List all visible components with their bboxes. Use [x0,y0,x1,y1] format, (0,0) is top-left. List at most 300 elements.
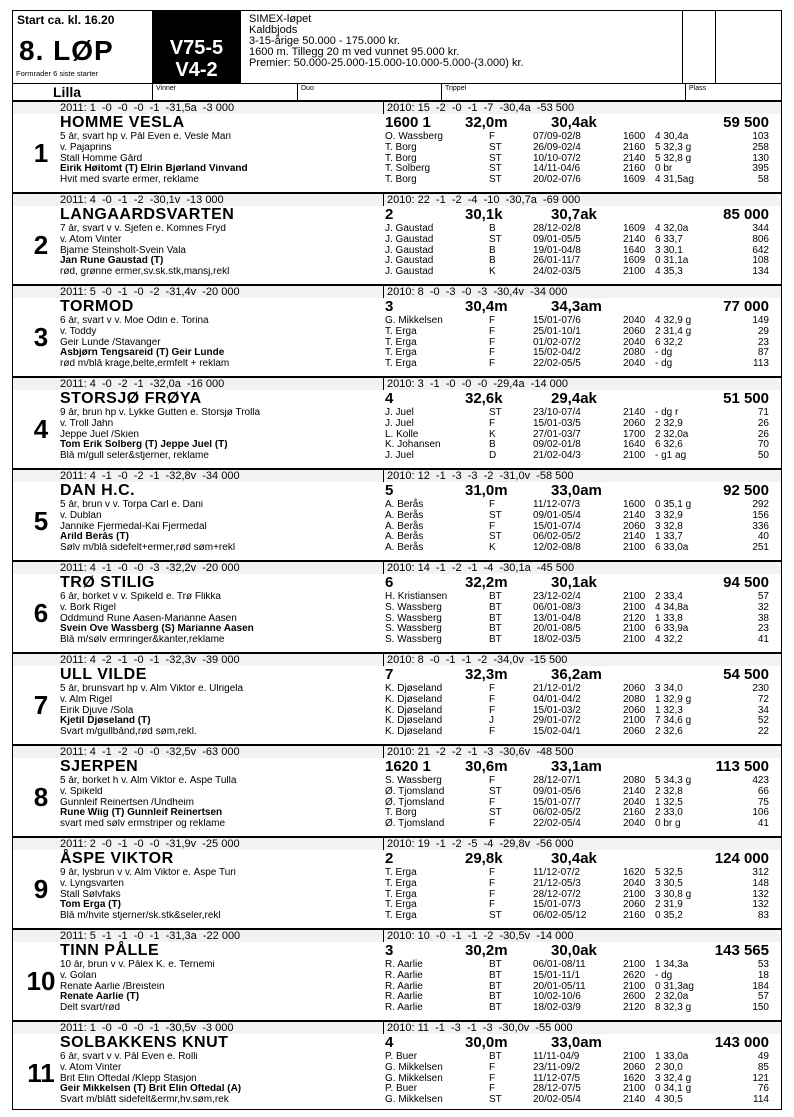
start-odds: 156 [752,509,769,521]
start-driver: A. Berås [385,509,424,521]
start-row [385,267,781,278]
start-driver: J. Gaustad [385,233,434,245]
start-driver: S. Wassberg [385,601,442,613]
horse-details [60,408,380,462]
start-distance: 1609 [623,174,646,186]
distance-post: 7 [385,666,394,683]
divider [383,930,384,942]
record-2010: 2010: 10 -0 -1 -1 -2 -30,5v -14 000 [387,930,574,942]
detail-line: Kjetil Djøseland (T) [60,716,151,727]
start-odds: 29 [757,325,769,337]
start-track: ST [489,233,502,245]
record-2010: 2010: 8 -0 -1 -1 -2 -34,0v -15 500 [387,654,568,666]
start-result-time: 3 30,8 g [655,888,692,900]
start-row [385,603,781,614]
start-row [385,316,781,327]
start-row [385,819,781,830]
start-date-race: 11/12-07/5 [533,1072,581,1084]
record-line [13,562,781,574]
start-row [385,511,781,522]
start-row [385,175,781,186]
start-driver: S. Wassberg [385,634,442,646]
start-track: J [489,715,494,727]
record-line [13,1022,781,1034]
start-distance: 1620 [623,1072,646,1084]
start-distance: 1640 [623,439,646,451]
horse-details [60,1052,380,1106]
start-odds: 134 [752,266,769,278]
start-odds: 336 [752,520,769,532]
race-info [241,11,683,83]
start-track: F [489,867,496,878]
game-type-primary: V75-5 [169,37,224,59]
start-distance: 2100 [623,980,646,992]
start-driver: T. Erga [385,888,417,900]
start-number: 2 [33,230,49,260]
start-row [385,727,781,738]
horse-entry [13,468,781,560]
start-distance: 2100 [623,1051,646,1062]
horse-name: TORMOD [60,298,134,315]
horse-name: ULL VILDE [60,666,147,683]
start-date-race: 26/01-11/7 [533,255,581,267]
start-driver: T. Erga [385,867,417,878]
best-time-long: 36,2am [551,666,602,683]
divider [383,1022,384,1034]
start-odds: 149 [752,315,769,326]
start-row [385,132,781,143]
detail-line: v. Atom Vinter [60,1062,122,1073]
start-distance: 2040 [623,818,646,830]
detail-line: Blå m/hvite stjerner/sk.stk&seler,rekl [60,911,221,922]
recent-starts [385,960,781,1014]
start-odds: 26 [757,417,769,429]
start-driver: A. Berås [385,520,424,532]
start-odds: 251 [752,542,769,554]
horse-details [60,316,380,370]
best-time-long: 30,7ak [551,206,597,223]
start-date-race: 28/12-02/8 [533,223,581,234]
start-result-time: 2 32,0a [655,991,689,1003]
start-driver: T. Erga [385,325,417,337]
record-2010: 2010: 3 -1 -0 -0 -0 -29,4a -14 000 [387,378,568,390]
start-row [385,327,781,338]
start-distance: 1620 [623,867,646,878]
distance-post: 1600 1 [385,114,431,131]
start-row [385,684,781,695]
start-date-race: 19/01-04/8 [533,244,581,256]
start-odds: 22 [757,726,769,738]
start-result-time: 6 33,9a [655,623,689,635]
start-date-race: 15/01-11/1 [533,969,581,981]
start-driver: Ø. Tjomsland [385,818,445,830]
detail-line: Oddmund Rune Aasen-Marianne Aasen [60,613,237,624]
start-driver: K. Johansen [385,439,441,451]
start-odds: 23 [757,623,769,635]
start-row [385,1084,781,1095]
start-track: F [489,520,496,532]
start-driver: T. Solberg [385,163,431,175]
start-row [385,960,781,971]
start-distance: 2080 [623,693,646,705]
horse-name: SJERPEN [60,758,139,775]
start-driver: T. Erga [385,899,417,911]
start-track: F [489,726,496,738]
start-odds: 40 [757,531,769,543]
start-date-race: 15/01-07/6 [533,315,581,326]
form-note: Formrader 6 siste starter [16,69,99,78]
start-row [385,592,781,603]
start-driver: P. Buer [385,1051,418,1062]
distance-post: 4 [385,390,394,407]
start-result-time: 7 34,6 g [655,715,692,727]
total-earnings: 124 000 [714,850,769,867]
start-row [385,532,781,543]
detail-line: rød m/blå krage,belte,ermfelt + reklam [60,359,230,370]
distance-post: 3 [385,298,394,315]
start-date-race: 21/12-01/2 [533,683,581,694]
start-date-race: 13/01-04/8 [533,612,581,624]
start-distance: 2100 [623,959,646,970]
start-date-race: 24/02-03/5 [533,266,581,278]
race-prizes: Premier: 50.000-25.000-15.000-10.000-5.000-(3.000) kr. [249,57,524,69]
start-odds: 34 [757,704,769,716]
best-time-short: 30,0m [465,1034,508,1051]
start-date-race: 21/12-05/3 [533,877,581,889]
start-distance: 1700 [623,428,646,440]
start-row [385,1052,781,1063]
start-row [385,787,781,798]
detail-line: Stall Homme Gård [60,153,143,164]
start-track: F [489,693,496,705]
start-result-time: 0 31,3ag [655,980,694,992]
start-result-time: 4 35,3 [655,266,683,278]
game-type-secondary: V4-2 [175,59,218,81]
start-result-time: 6 33,7 [655,233,683,245]
record-2011: 2011: 5 -0 -1 -0 -2 -31,4v -20 000 [60,286,240,298]
best-time-short: 32,2m [465,574,508,591]
start-driver: Ø. Tjomsland [385,785,445,797]
start-odds: 108 [752,255,769,267]
start-track: F [489,888,496,900]
best-time-long: 30,0ak [551,942,597,959]
start-result-time: 0 35,1 g [655,499,692,510]
start-track: BT [489,959,502,970]
record-2011: 2011: 4 -1 -2 -0 -0 -32,5v -63 000 [60,746,240,758]
recent-starts [385,408,781,462]
start-driver: R. Aarlie [385,1002,423,1014]
start-distance: 1609 [623,255,646,267]
start-date-race: 06/02-05/12 [533,910,587,922]
column-plass: Plass [685,84,781,100]
record-line [13,930,781,942]
start-driver: A. Berås [385,499,424,510]
start-distance: 2100 [623,1083,646,1095]
recent-starts [385,684,781,738]
best-time-short: 31,0m [465,482,508,499]
start-distance: 2080 [623,775,646,786]
record-2011: 2011: 1 -0 -0 -0 -1 -30,5v -3 000 [60,1022,234,1034]
best-time-long: 33,0am [551,1034,602,1051]
start-odds: 150 [752,1002,769,1014]
detail-line: v. Troll Jahn [60,418,114,429]
start-result-time: 0 35,2 [655,910,683,922]
start-row [385,879,781,890]
start-driver: T. Erga [385,358,417,370]
detail-line: v. Spikeld [60,786,103,797]
start-row [385,992,781,1003]
start-odds: 18 [757,969,769,981]
start-distance: 2060 [623,726,646,738]
start-distance: 2140 [623,531,646,543]
recent-starts [385,592,781,646]
start-track: D [489,450,497,462]
horse-name: TINN PÅLLE [60,942,160,959]
start-result-time: 2 32,8 [655,785,683,797]
start-row [385,408,781,419]
start-driver: J. Juel [385,450,414,462]
start-odds: 85 [757,1061,769,1073]
start-result-time: 1 34,3a [655,959,689,970]
start-track: K [489,542,496,554]
best-time-short: 32,0m [465,114,508,131]
detail-line: 9 år, lysbrun v v. Alm Viktor e. Åspe Turi [60,868,236,878]
record-2011: 2011: 5 -1 -1 -0 -1 -31,3a -22 000 [60,930,241,942]
start-result-time: 2 31,9 [655,899,683,911]
start-row [385,1074,781,1085]
detail-line: Brit Elin Oftedal /Klepp Stasjon [60,1073,197,1084]
detail-line: Åsbjørn Tengsareid (T) Geir Lunde [60,348,225,359]
start-track: F [489,499,496,510]
horse-name: STORSJØ FRØYA [60,390,202,407]
start-driver: G. Mikkelsen [385,1072,443,1084]
detail-line: v. Bork Rigel [60,602,116,613]
start-date-race: 21/02-04/3 [533,450,581,462]
start-odds: 41 [757,818,769,830]
record-2010: 2010: 19 -1 -2 -5 -4 -29,8v -56 000 [387,838,574,850]
start-date-race: 28/12-07/5 [533,1083,581,1095]
start-date-race: 20/02-05/4 [533,1094,581,1106]
start-track: F [489,1061,496,1073]
start-distance: 2140 [623,509,646,521]
detail-line: 5 år, borket h v. Alm Viktor e. Åspe Tulla [60,776,237,786]
start-driver: R. Aarlie [385,980,423,992]
horse-details [60,960,380,1014]
start-row [385,614,781,625]
start-row [385,338,781,349]
total-earnings: 54 500 [723,666,769,683]
best-time-short: 29,8k [465,850,503,867]
start-distance: 2100 [623,266,646,278]
start-track: B [489,255,496,267]
start-distance: 2120 [623,612,646,624]
start-track: BT [489,612,502,624]
start-number: 7 [33,690,49,720]
horse-entry [13,284,781,376]
start-result-time: 5 34,3 g [655,775,692,786]
start-driver: T. Borg [385,174,417,186]
start-result-time: 4 30,5 [655,1094,683,1106]
best-time-short: 32,6k [465,390,503,407]
start-row [385,430,781,441]
start-result-time: 6 32,2 [655,336,683,348]
start-date-race: 18/02-03/5 [533,634,581,646]
start-odds: 50 [757,450,769,462]
horse-entry [13,836,781,928]
start-driver: K. Djøseland [385,715,443,727]
start-number: 4 [33,414,49,444]
start-odds: 41 [757,634,769,646]
start-driver: H. Kristiansen [385,591,448,602]
column-trippel: Trippel [441,84,585,100]
start-distance: 2140 [623,1094,646,1106]
grid-divider [715,11,716,83]
start-distance: 2600 [623,991,646,1003]
start-distance: 1640 [623,244,646,256]
detail-line: 9 år, brun hp v. Lykke Gutten e. Storsjø Trolla [60,408,261,418]
detail-line: Hvit med svarte ermer, reklame [60,175,199,186]
start-date-race: 04/01-04/2 [533,693,581,705]
detail-line: v. Golan [60,970,97,981]
start-odds: 70 [757,439,769,451]
start-result-time: - dg [655,347,673,359]
detail-line: Svart m/blått sidefelt&ermr,hv.søm,rek [60,1095,229,1106]
divider [383,562,384,574]
start-track: ST [489,509,502,521]
record-2011: 2011: 4 -2 -1 -0 -1 -32,3v -39 000 [60,654,240,666]
start-distance: 2100 [623,542,646,554]
start-distance: 2100 [623,634,646,646]
start-result-time: 3 30,5 [655,877,683,889]
recent-starts [385,316,781,370]
start-date-race: 23/11-09/2 [533,1061,581,1073]
start-row [385,890,781,901]
start-date-race: 20/02-07/6 [533,174,581,186]
start-driver: K. Djøseland [385,704,443,716]
start-track: BT [489,991,502,1003]
start-odds: 106 [752,807,769,819]
start-date-race: 26/09-02/4 [533,141,581,153]
distance-post: 4 [385,1034,394,1051]
start-driver: J. Juel [385,417,414,429]
start-track: BT [489,591,502,602]
column-duo: Duo [297,84,441,100]
detail-line: Delt svart/rød [60,1003,121,1014]
horse-name: DAN H.C. [60,482,136,499]
best-time-short: 30,4m [465,298,508,315]
best-time-long: 33,0am [551,482,602,499]
best-time-long: 33,1am [551,758,602,775]
detail-line: 6 år, svart v v. Moe Odin e. Torina [60,316,209,326]
start-track: F [489,315,496,326]
start-driver: R. Aarlie [385,991,423,1003]
start-driver: R. Aarlie [385,959,423,970]
recent-starts [385,500,781,554]
start-row [385,522,781,533]
total-earnings: 92 500 [723,482,769,499]
start-result-time: 2 32,9 [655,417,683,429]
start-odds: 292 [752,499,769,510]
start-date-race: 27/01-03/7 [533,428,581,440]
record-2011: 2011: 4 -0 -2 -1 -32,0a -16 000 [60,378,225,390]
start-distance: 2040 [623,315,646,326]
detail-line: Svein Ove Wassberg (S) Marianne Aasen [60,624,254,635]
detail-line: 5 år, brun v v. Torpa Carl e. Dani [60,500,204,510]
start-result-time: 6 32,6 [655,439,683,451]
start-track: F [489,877,496,889]
column-vinner: Vinner [156,85,177,92]
divider [383,286,384,298]
start-distance: 2100 [623,450,646,462]
start-track: BT [489,1051,502,1062]
start-date-race: 06/01-08/3 [533,601,581,613]
start-row [385,624,781,635]
start-distance: 2060 [623,325,646,337]
start-distance: 2160 [623,910,646,922]
start-date-race: 15/02-04/1 [533,726,581,738]
total-earnings: 94 500 [723,574,769,591]
recent-starts [385,868,781,922]
start-result-time: 3 34,0 [655,683,683,694]
start-result-time: 2 33,0 [655,807,683,819]
start-driver: T. Erga [385,347,417,359]
start-row [385,451,781,462]
start-distance: 1600 [623,131,646,142]
start-driver: A. Berås [385,542,424,554]
start-date-race: 11/12-07/3 [533,499,581,510]
start-row [385,1063,781,1074]
start-distance: 1609 [623,223,646,234]
detail-line: Geir Lunde /Stavanger [60,337,161,348]
start-distance: 2060 [623,417,646,429]
start-distance: 2140 [623,233,646,245]
start-driver: G. Mikkelsen [385,315,443,326]
detail-line: svart med sølv ermstriper og reklame [60,819,226,830]
detail-line: v. Atom Vinter [60,234,122,245]
horse-details [60,592,380,646]
start-odds: 121 [752,1072,769,1084]
start-odds: 132 [752,888,769,900]
start-date-race: 15/01-03/2 [533,704,581,716]
start-odds: 344 [752,223,769,234]
start-track: ST [489,152,502,164]
detail-line: 5 år, brunsvart hp v. Alm Viktor e. Ulrigela [60,684,244,694]
best-time-long: 34,3am [551,298,602,315]
start-result-time: 4 32,9 g [655,315,692,326]
color-label: Lilla [13,83,153,100]
start-result-time: 4 30,4a [655,131,689,142]
start-row [385,143,781,154]
record-line [13,286,781,298]
start-track: BT [489,980,502,992]
start-track: B [489,439,496,451]
best-time-short: 30,1k [465,206,503,223]
start-row [385,971,781,982]
horse-details [60,776,380,830]
start-odds: 148 [752,877,769,889]
start-result-time: 8 32,3 g [655,1002,692,1014]
start-track: F [489,775,496,786]
start-result-time: - dg r [655,407,679,418]
horse-entry [13,652,781,744]
start-row [385,246,781,257]
horse-details [60,868,380,922]
start-track: ST [489,163,502,175]
detail-line: 10 år, brun v v. Pålex K. e. Ternemi [60,960,215,970]
start-date-race: 06/01-08/11 [533,959,586,970]
detail-line: v. Dublan [60,510,102,521]
record-2010: 2010: 8 -0 -3 -0 -3 -30,4v -34 000 [387,286,568,298]
